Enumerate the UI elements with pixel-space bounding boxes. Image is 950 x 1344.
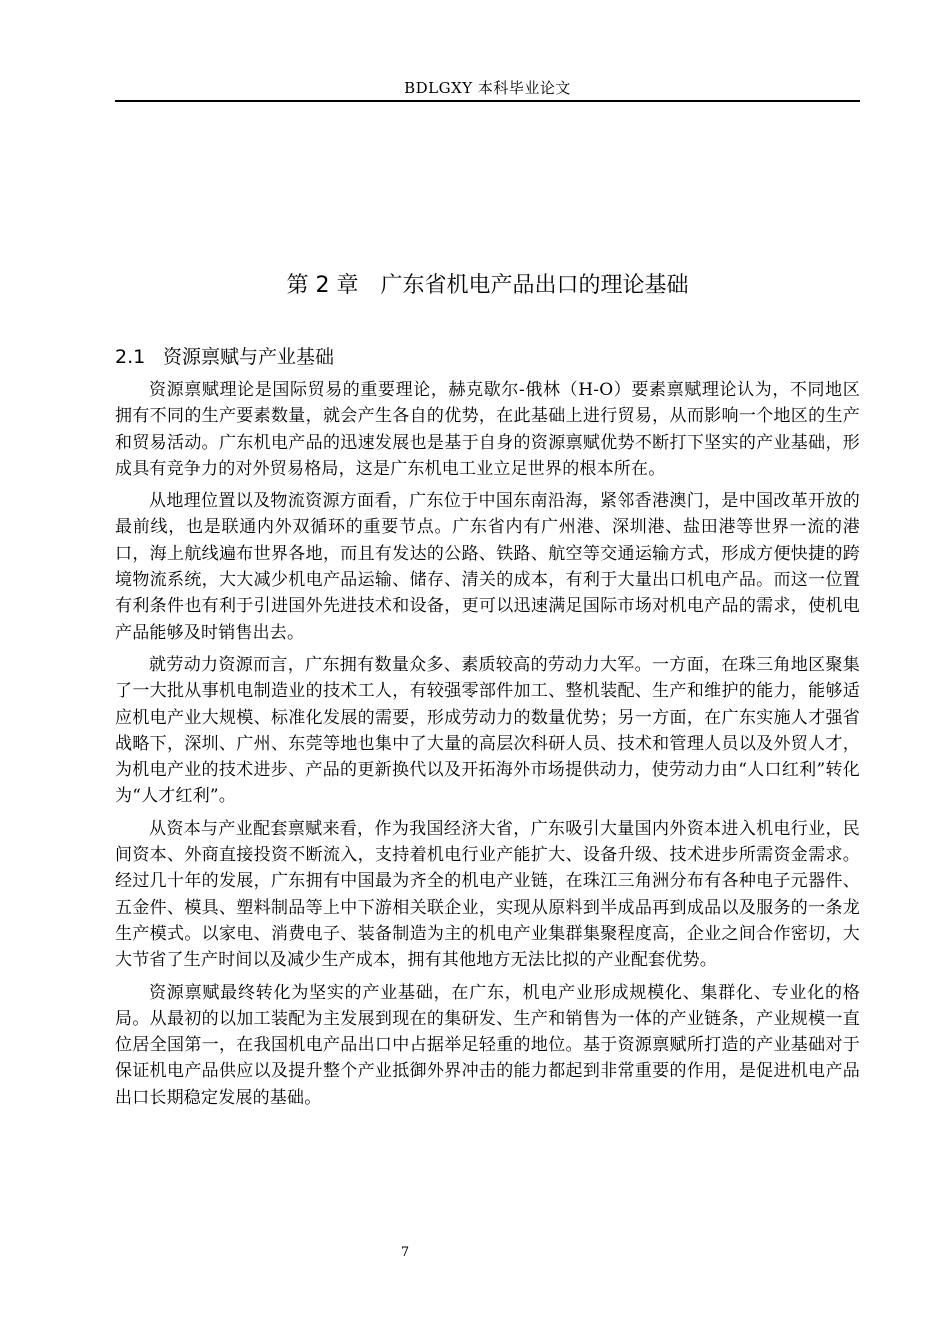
paragraph-4: 从资本与产业配套禀赋来看，作为我国经济大省，广东吸引大量国内外资本进入机电行业，民间资本、外商直接投资不断流入，支持着机电行业产能扩大、设备升级、技术进步所需资金需求。经过几十年的发展，广东拥有中国最为齐全的机电产业链，在珠江三角洲分布有各种电子元器件、五金件、模具、塑料制品等上中下游相关联企业，实现从原料到半成品再到成品以及服务的一条龙生产模式。以家电、消费电子、装备制造为主的机电产业集群集聚程度高，企业之间合作密切，大大节省了生产时间以及减少生产成本，拥有其他地方无法比拟的产业配套优势。 [115,818,860,971]
chapter-title: 第 2 章 广东省机电产品出口的理论基础 [286,273,689,298]
paragraph-3: 就劳动力资源而言，广东拥有数量众多、素质较高的劳动力大军。一方面，在珠三角地区聚集了一大批从事机电制造业的技术工人，有较强零部件加工、整机装配、生产和维护的能力，能够适应机电产业大规模、标准化发展的需要，形成劳动力的数量优势；另一方面，在广东实施人才强省战略下，深圳、广州、东莞等地也集中了大量的高层次科研人员、技术和管理人员以及外贸人才，为机电产业的技术进步、产品的更新换代以及开拓海外市场提供动力，使劳动力由“人口红利”转化为“人才红利”。 [115,654,860,807]
section-title: 资源禀赋与产业基础 [163,346,335,368]
body-text [115,377,860,1117]
page-number: 7 [400,1245,410,1260]
running-header: BDLGXY 本科毕业论文 [404,79,571,97]
paragraph-2: 从地理位置以及物流资源方面看，广东位于中国东南沿海，紧邻香港澳门，是中国改革开放的最前线，也是联通内外双循环的重要节点。广东省内有广州港、深圳港、盐田港等世界一流的港口，海上航线遍布世界各地，而且有发达的公路、铁路、航空等交通运输方式，形成方便快捷的跨境物流系统，大大减少机电产品运输、储存、清关的成本，有利于大量出口机电产品。而这一位置有利条件也有利于引进国外先进技术和设备，更可以迅速满足国际市场对机电产品的需求，使机电产品能够及时销售出去。 [115,491,860,643]
paragraph-5: 资源禀赋最终转化为坚实的产业基础，在广东，机电产业形成规模化、集群化、专业化的格局。从最初的以加工装配为主发展到现在的集研发、生产和销售为一体的产业链条，产业规模一直位居全国第一，在我国机电产品出口中占据举足轻重的地位。基于资源禀赋所打造的产业基础对于保证机电产品供应以及提升整个产业抵御外界冲击的能力都起到非常重要的作用，是促进机电产品出口长期稳定发展的基础。 [115,982,860,1108]
header-rule [115,100,860,102]
section-heading [115,342,860,372]
section-number: 2.1 [115,346,146,368]
paragraph-1: 资源禀赋理论是国际贸易的重要理论，赫克歇尔-俄林（H-O）要素禀赋理论认为，不同地区拥有不同的生产要素数量，就会产生各自的优势，在此基础上进行贸易，从而影响一个地区的生产和贸易活动。广东机电产品的迅速发展也是基于自身的资源禀赋优势不断打下坚实的产业基础，形成具有竞争力的对外贸易格局，这是广东机电工业立足世界的根本所在。 [115,380,860,479]
